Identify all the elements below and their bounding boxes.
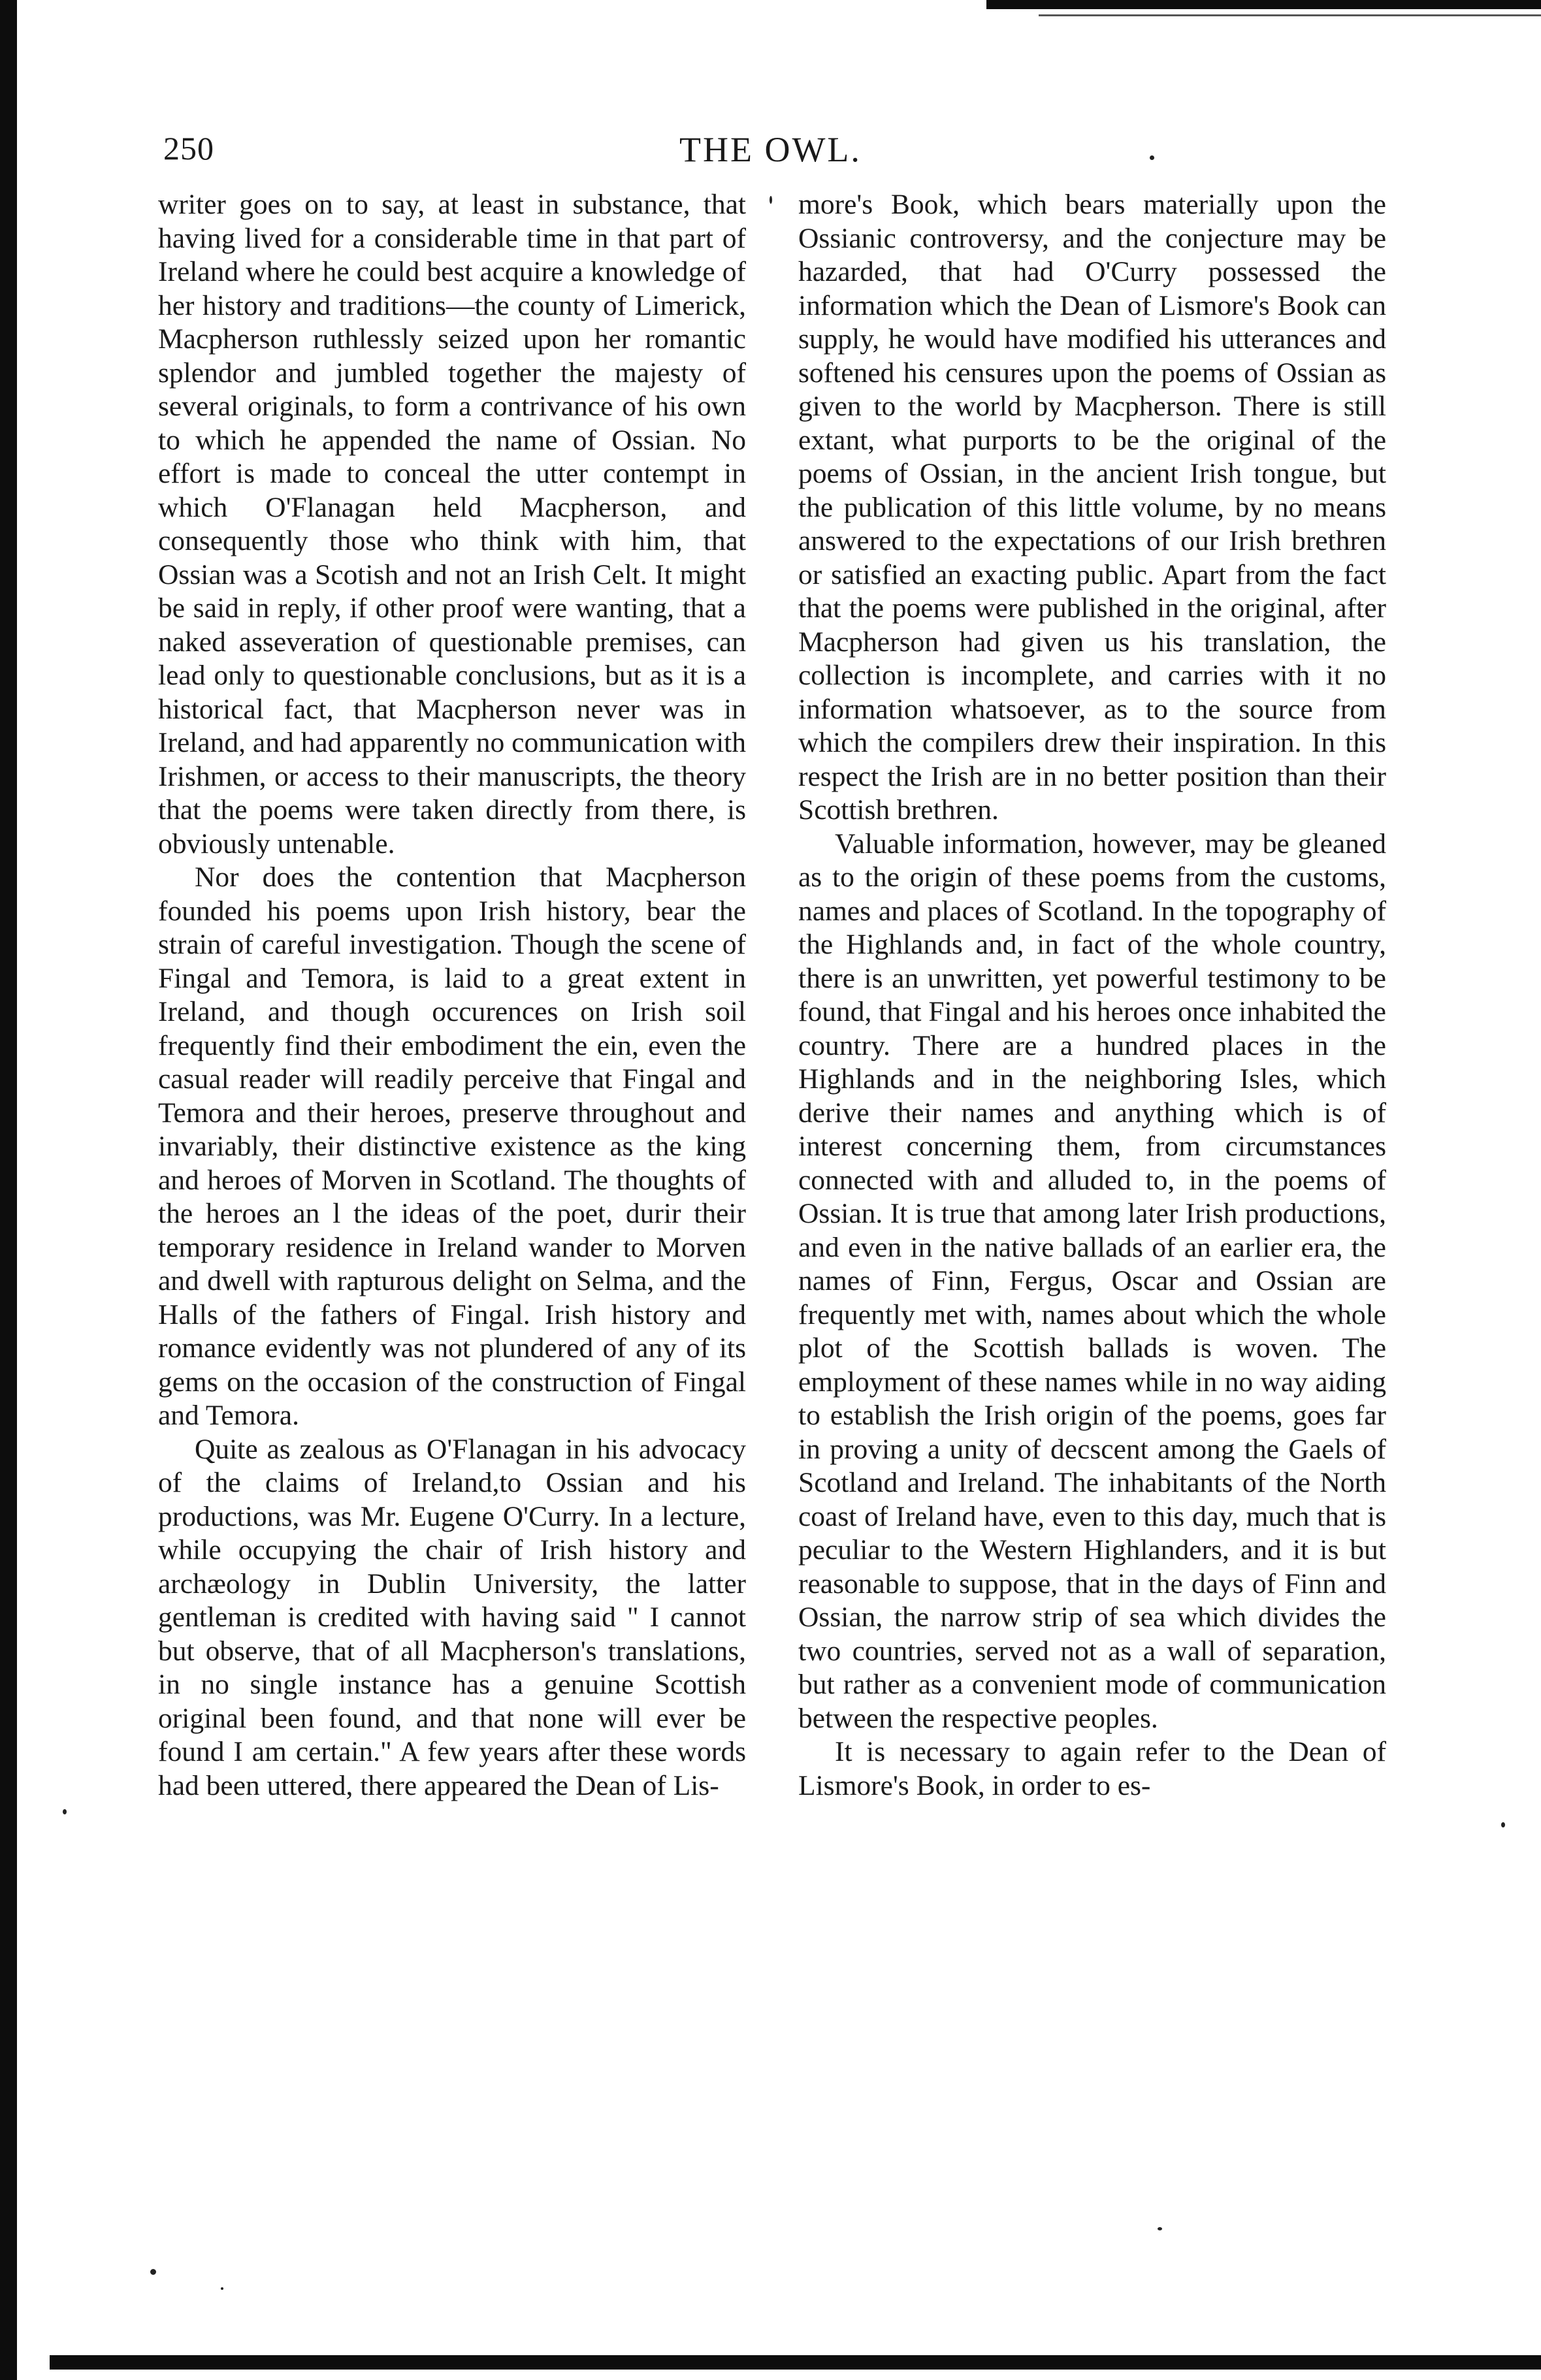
paragraph: Valuable information, however, may be gleaned as to the origin of these poems from the customs, names and places of Scotland. In the topography of the Highlands and, in fact of the whole country, there is an unwritten, yet powerful testimony to be found, that Fingal and his heroes once inhabited the country. There are a hundred places in the Highlands and in the neighboring Isles, which derive their names and anything which is of interest concerning them, from circumstances connected with and alluded to, in the poems of Ossian. It is true that among later Irish productions, and even in the native ballads of an earlier era, the names of Finn, Fergus, Oscar and Ossian are frequently met with, names about which the whole plot of the Scottish ballads is woven. The employment of these names while in no way aiding to establish the Irish origin of the poems, goes far in proving a unity of decscent among the Gaels of Scotland and Ireland. The inhabitants of the North coast of Ireland have, even to this day, much that is peculiar to the Western Highlanders, and it is but reasonable to suppose, that in the days of Finn and Ossian, the narrow strip of sea which divides the two countries, served not as a wall of separation, but rather as a convenient mode of communication between the respective peoples. xyxy=(798,828,1386,1734)
scan-top-rule xyxy=(986,0,1541,9)
paragraph: It is necessary to again refer to the Dean of Lismore's Book, in order to es- xyxy=(798,1736,1386,1801)
paragraph: Quite as zealous as O'Flanagan in his advocacy of the claims of Ireland,to Ossian and his productions, was Mr. Eugene O'Curry. In a lecture, while occupying the chair of Irish history and archæology in Dublin University, the latter gentleman is credited with having said " I cannot but observe, that of all Macpherson's translations, in no single instance has a genuine Scottish original been found, and that none will ever be found I am certain." A few years after these words had been uttered, there appeared the Dean of Lis- xyxy=(158,1433,746,1801)
scan-speck xyxy=(221,2287,223,2290)
scan-edge-shadow xyxy=(0,0,17,2380)
scan-speck xyxy=(63,1809,67,1814)
paragraph: more's Book, which bears materially upon the Ossianic controversy, and the conjecture may be hazarded, that had O'Curry possessed the information which the Dean of Lismore's Book can supply, he would have modified his utterances and softened his censures upon the poems of Ossian as given to the world by Macpherson. There is still extant, what purports to be the original of the poems of Ossian, in the ancient Irish tongue, but the publication of this little volume, by no means answered to the expectations of our Irish brethren or satisfied an exacting public. Apart from the fact that the poems were published in the original, after Macpherson had given us his translation, the collection is incomplete, and carries with it no information whatsoever, as to the source from which the compilers drew their inspiration. In this respect the Irish are in no better position than their Scottish brethren. xyxy=(798,189,1386,826)
scan-speck xyxy=(1501,1822,1505,1827)
left-column xyxy=(158,188,746,1803)
scan-speck xyxy=(1158,2227,1162,2230)
paragraph: Nor does the contention that Macpherson founded his poems upon Irish history, bear the strain of careful investigation. Though the scene of Fingal and Temora, is laid to a great extent in Ireland, and though occurences on Irish soil frequently find their embodiment the ein, even the casual reader will readily perceive that Fingal and Temora and their heroes, preserve throughout and invariably, their distinctive existence as the king and heroes of Morven in Scotland. The thoughts of the heroes an l the ideas of the poet, durir their temporary residence in Ireland wander to Morven and dwell with rapturous delight on Selma, and the Halls of the fathers of Fingal. Irish history and romance evidently was not plundered of any of its gems on the occasion of the construction of Fingal and Temora. xyxy=(158,861,746,1431)
scan-speck xyxy=(150,2269,156,2275)
running-title: THE OWL. xyxy=(679,130,862,169)
paragraph: writer goes on to say, at least in substance, that having lived for a considerable time in that part of Ireland where he could best acquire a knowledge of her history and traditions—the county of Limerick, Macpherson ruthlessly seized upon her romantic splendor and jumbled together the majesty of several originals, to form a contrivance of his own to which he appended the name of Ossian. No effort is made to conceal the utter contempt in which O'Flanagan held Macpherson, and consequently those who think with him, that Ossian was a Scotish and not an Irish Celt. It might be said in reply, if other proof were wanting, that a naked asseveration of questionable premises, can lead only to questionable conclusions, but as it is a historical fact, that Macpherson never was in Ireland, and had apparently no communication with Irishmen, or access to their manuscripts, the theory that the poems were taken directly from there, is obviously untenable. xyxy=(158,189,746,860)
right-column xyxy=(798,188,1386,1803)
page-number: 250 xyxy=(163,130,214,167)
scan-speck xyxy=(1150,155,1154,160)
running-head xyxy=(163,129,1404,175)
scan-speck xyxy=(770,196,772,204)
scan-bottom-rule xyxy=(50,2355,1541,2370)
scan-top-thin-rule xyxy=(1039,14,1541,16)
